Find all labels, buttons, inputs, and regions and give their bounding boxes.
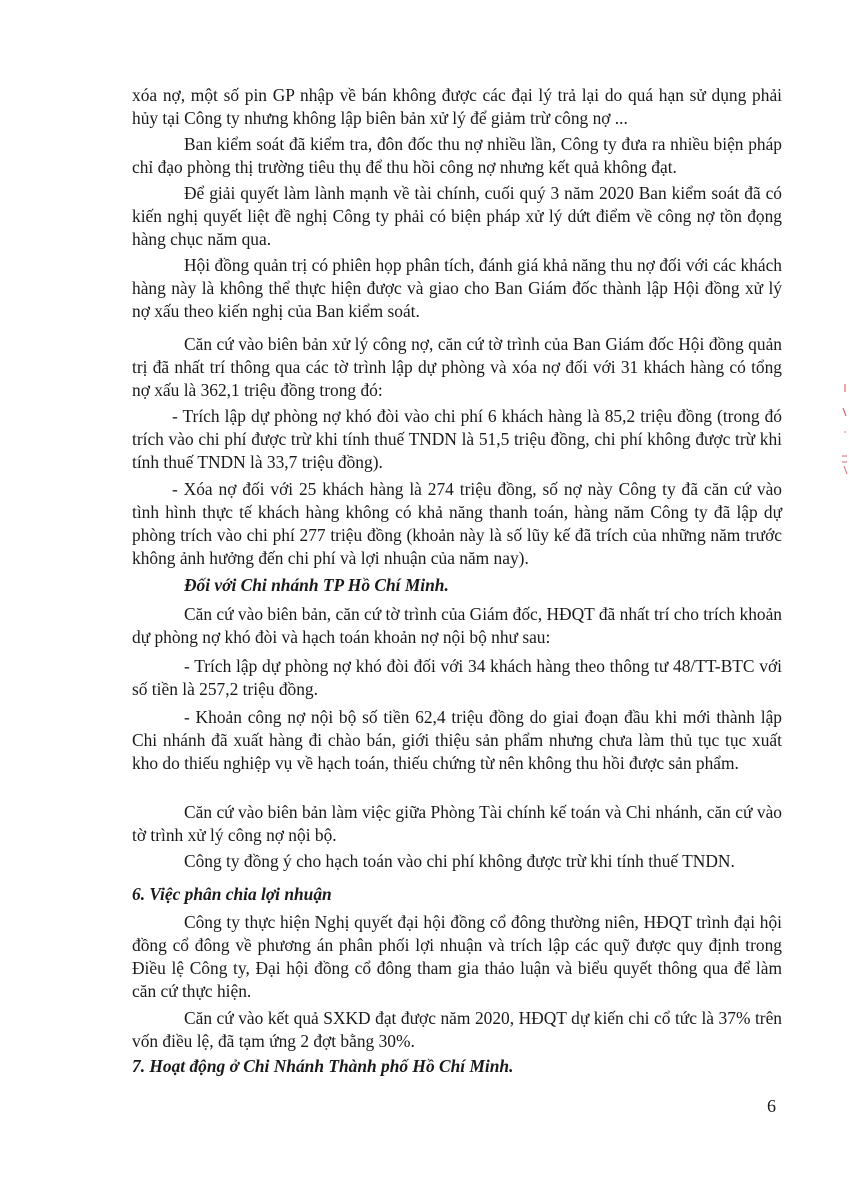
- paragraph-write-off-bullet: - Xóa nợ đối với 25 khách hàng là 274 triệu đồng, số nợ này Công ty đã căn cứ vào tình hình thực tế khách hàng không có khả năng thanh toán, hàng năm Công ty đã lập dự phòng trích vào chi phí 277 triệu đồng (khoản này là số lũy kế đã trích của những năm trước không ảnh hưởng đến chi phí và lợi nhuận của năm nay).: [132, 479, 782, 568]
- page-number: 6: [767, 1096, 776, 1116]
- paragraph-financial-resolution: Để giải quyết làm lành mạnh về tài chính, cuối quý 3 năm 2020 Ban kiểm soát đã có kiến nghị quyết liệt đề nghị Công ty phải có biện pháp xử lý dứt điểm về công nợ tồn đọng hàng chục năm qua.: [132, 183, 782, 249]
- paragraph-branch-basis: Căn cứ vào biên bản, căn cứ tờ trình của Giám đốc, HĐQT đã nhất trí cho trích khoản dự phòng nợ khó đòi và hạch toán khoản nợ nội bộ như sau:: [132, 604, 782, 647]
- section-heading-profit-distribution: 6. Việc phân chia lợi nhuận: [132, 884, 332, 904]
- paragraph-branch-provision: - Trích lập dự phòng nợ khó đòi đối với 34 khách hàng theo thông tư 48/TT-BTC với số tiền là 257,2 triệu đồng.: [132, 656, 782, 699]
- paragraph-provision-bullet: - Trích lập dự phòng nợ khó đòi vào chi phí 6 khách hàng là 85,2 triệu đồng (trong đó trích vào chi phí được trừ khi tính thuế TNDN là 51,5 triệu đồng, chi phí không được trừ khi tính thuế TNDN là 33,7 triệu đồng).: [132, 406, 782, 472]
- paragraph-board-meeting: Hội đồng quản trị có phiên họp phân tích, đánh giá khả năng thu nợ đối với các khách hàng này là không thể thực hiện được và giao cho Ban Giám đốc thành lập Hội đồng xử lý nợ xấu theo kiến nghị của Ban kiểm soát.: [132, 255, 782, 321]
- subheading-hcm-branch: Đối với Chi nhánh TP Hồ Chí Minh.: [184, 575, 449, 595]
- paragraph-debt-resolution: Căn cứ vào biên bản xử lý công nợ, căn cứ tờ trình của Ban Giám đốc Hội đồng quản trị đã nhất trí thông qua các tờ trình lập dự phòng và xóa nợ đối với 31 khách hàng có tổng nợ xấu là 362,1 triệu đồng trong đó:: [132, 334, 782, 400]
- paragraph-continuation: xóa nợ, một số pin GP nhập về bán không được các đại lý trả lại do quá hạn sử dụng phải hủy tại Công ty nhưng không lập biên bản xử lý để giảm trừ công nợ ...: [132, 85, 782, 128]
- paragraph-agm-resolution: Công ty thực hiện Nghị quyết đại hội đồng cổ đông thường niên, HĐQT trình đại hội đồng cổ đông về phương án phân phối lợi nhuận và trích lập các quỹ được quy định trong Điều lệ Công ty, Đại hội đồng cổ đông tham gia thảo luận và biểu quyết thông qua để làm căn cứ thực hiện.: [132, 912, 782, 1001]
- stamp-bleed-mark: [836, 370, 849, 490]
- paragraph-expense-approval: Công ty đồng ý cho hạch toán vào chi phí không được trừ khi tính thuế TNDN.: [184, 851, 735, 871]
- paragraph-working-minutes: Căn cứ vào biên bản làm việc giữa Phòng Tài chính kế toán và Chi nhánh, căn cứ vào tờ trình xử lý công nợ nội bộ.: [132, 802, 782, 845]
- paragraph-dividend: Căn cứ vào kết quả SXKD đạt được năm 2020, HĐQT dự kiến chi cổ tức là 37% trên vốn điều lệ, đã tạm ứng 2 đợt bằng 30%.: [132, 1008, 782, 1051]
- paragraph-audit-followup: Ban kiểm soát đã kiểm tra, đôn đốc thu nợ nhiều lần, Công ty đưa ra nhiều biện pháp chỉ đạo phòng thị trường tiêu thụ để thu hồi công nợ nhưng kết quả không đạt.: [132, 134, 782, 177]
- paragraph-internal-debt: - Khoản công nợ nội bộ số tiền 62,4 triệu đồng do giai đoạn đầu khi mới thành lập Chi nhánh đã xuất hàng đi chào bán, giới thiệu sản phẩm nhưng chưa làm thủ tục tục xuất kho do thiếu nghiệp vụ về hạch toán, thiếu chứng từ nên không thu hồi được sản phẩm.: [132, 707, 782, 773]
- section-heading-hcm-operations: 7. Hoạt động ở Chi Nhánh Thành phố Hồ Chí Minh.: [132, 1056, 514, 1076]
